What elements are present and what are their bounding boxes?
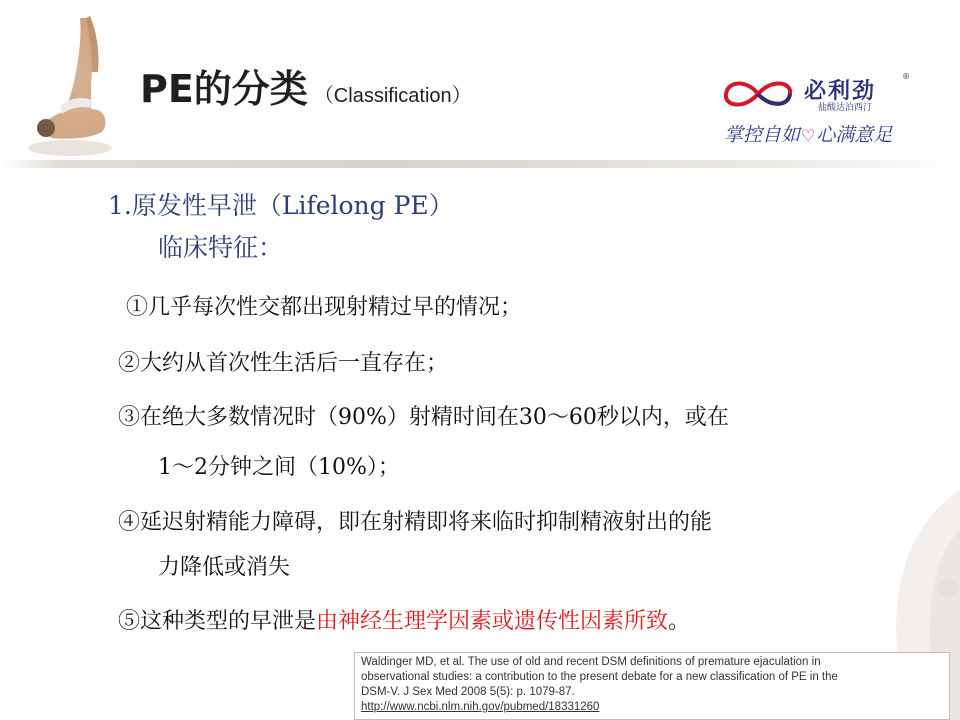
list-item-4-continued: 力降低或消失 xyxy=(158,555,291,580)
citation-line-3: DSM-V. J Sex Med 2008 5(5): p. 1079-87. xyxy=(361,686,575,698)
section-heading: 1.原发性早泄（Lifelong PE） xyxy=(108,191,454,220)
list-item-5-prefix: ⑤这种类型的早泄是 xyxy=(118,609,317,634)
couple-photo xyxy=(20,10,130,160)
list-item-5-suffix: 。 xyxy=(668,609,691,634)
list-item-2: ②大约从首次性生活后一直存在； xyxy=(118,351,449,376)
title-divider xyxy=(0,160,960,168)
heart-icon: ♡ xyxy=(801,126,816,145)
list-item-1: ①几乎每次性交都出现射精过早的情况； xyxy=(126,295,523,320)
subsection-heading: 临床特征： xyxy=(158,233,284,262)
citation-line-2: observational studies: a contribution to the present debate for a new classification of PE in the xyxy=(361,671,838,683)
brand-generic-name: 盐酸达泊西汀 xyxy=(818,103,873,113)
brand-logo xyxy=(718,72,918,152)
list-item-3: ③在绝大多数情况时（90%）射精时间在30～60秒以内，或在 xyxy=(118,405,729,430)
title-main: PE的分类 xyxy=(140,67,308,111)
list-item-4: ④延迟射精能力障碍，即在射精即将来临时抑制精液射出的能 xyxy=(118,510,713,535)
title-sub: （Classification） xyxy=(313,85,472,107)
infinity-logo-icon xyxy=(718,74,798,114)
list-item-5-highlight: 由神经生理学因素或遗传性因素所致 xyxy=(316,609,669,634)
brand-name: 必利劲 xyxy=(804,78,877,104)
brand-slogan xyxy=(724,120,892,147)
citation-line-1: Waldinger MD, et al. The use of old and recent DSM definitions of premature ejaculation in xyxy=(361,656,821,668)
registered-mark-icon: ® xyxy=(902,72,910,81)
slide-title xyxy=(140,58,472,113)
list-item-3-continued: 1～2分钟之间（10%）； xyxy=(158,455,400,480)
brand-slogan-part-a: 掌控自如 xyxy=(724,124,801,146)
citation-url-link[interactable]: http://www.ncbi.nlm.nih.gov/pubmed/18331260 xyxy=(361,701,600,713)
brand-slogan-part-b: 心满意足 xyxy=(816,124,893,146)
list-item-5 xyxy=(118,604,690,635)
citation-box xyxy=(354,652,950,720)
